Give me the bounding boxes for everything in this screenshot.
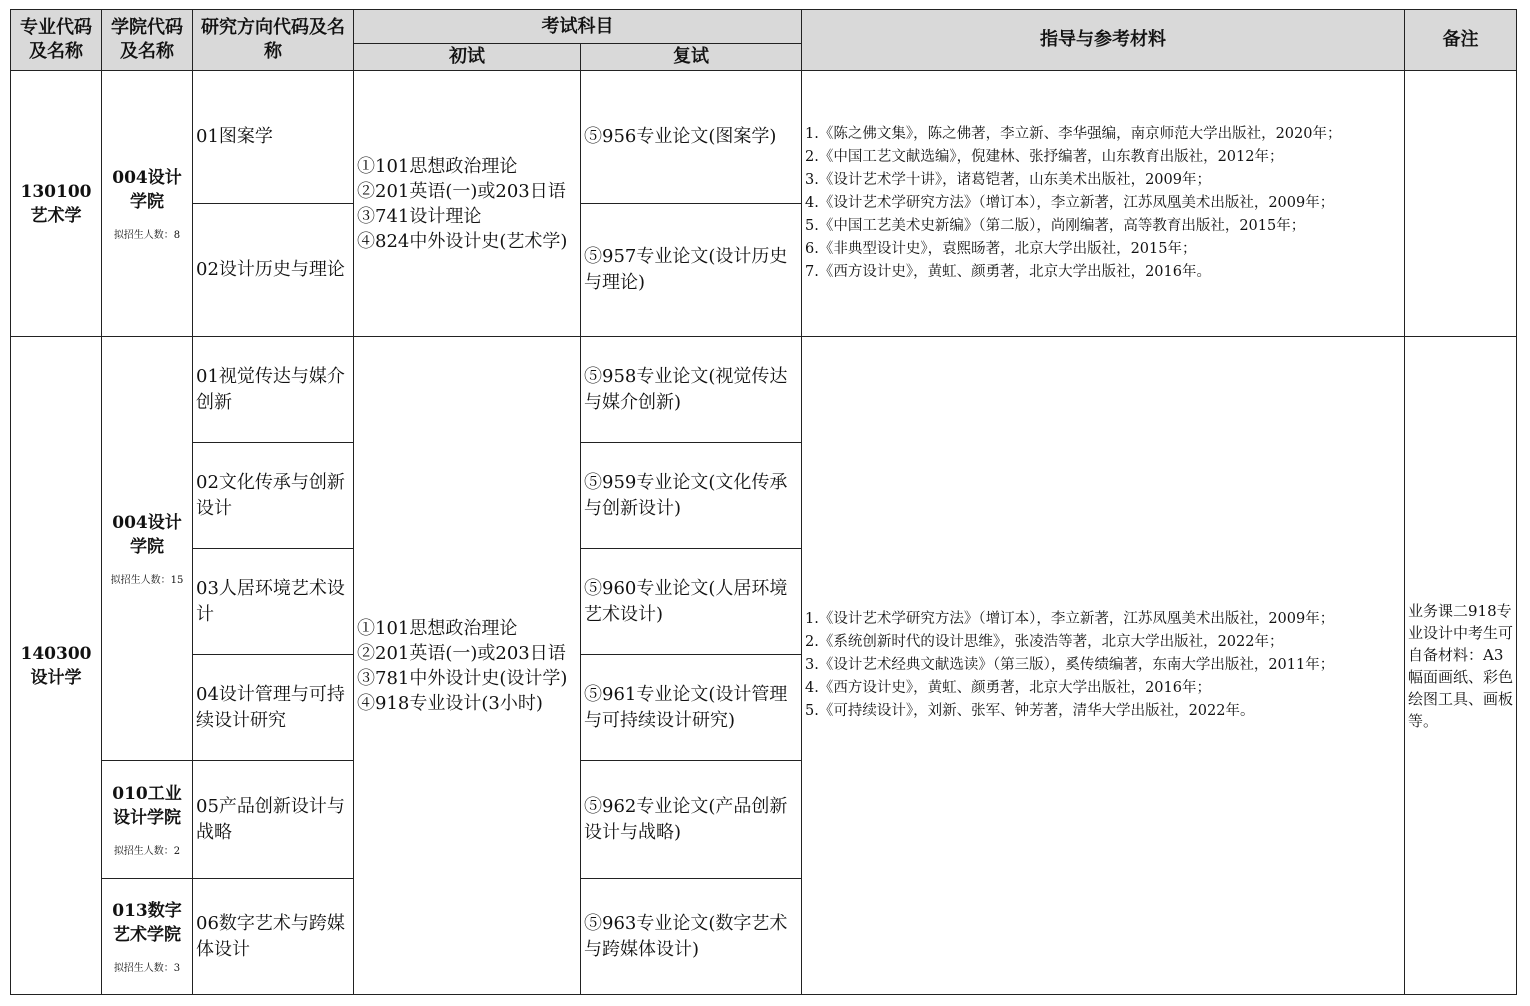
college-cell: 010工业 设计学院 拟招生人数：2 [102,761,193,879]
admissions-table [10,9,1517,995]
second-exam-cell: ⑤963专业论文(数字艺术与跨媒体设计) [581,879,802,995]
major-cell: 140300 设计学 [11,337,102,995]
header-direction: 研究方向代码及名称 [193,10,354,71]
second-exam-cell: ⑤960专业论文(人居环境艺术设计) [581,549,802,655]
header-exam: 考试科目 [354,10,802,44]
ref-item: 5.《中国工艺美术史新编》（第二版），尚刚编著，高等教育出版社，2015年； [805,218,1306,234]
direction-cell: 01视觉传达与媒介创新 [193,337,354,443]
ref-item: 3.《设计艺术学十讲》，诸葛铠著，山东美术出版社，2009年； [805,172,1211,188]
first-exam-cell: ①101思想政治理论 ②201英语(一)或203日语 ③781中外设计史(设计学) ④918专业设计(3小时) [354,337,581,995]
second-exam-cell: ⑤959专业论文(文化传承与创新设计) [581,443,802,549]
refs-cell [802,337,1405,995]
second-exam-cell: ⑤958专业论文(视觉传达与媒介创新) [581,337,802,443]
table-row [11,337,1517,443]
header-college: 学院代码及名称 [102,10,193,71]
table-row [11,71,1517,204]
college-cell: 004设计 学院 拟招生人数：8 [102,71,193,337]
ref-item: 2.《系统创新时代的设计思维》，张凌浩等著，北京大学出版社，2022年； [805,634,1284,650]
ref-item: 2.《中国工艺文献选编》，倪建林、张抒编著，山东教育出版社，2012年； [805,149,1284,165]
direction-cell: 01图案学 [193,71,354,204]
note-cell: 业务课二918专业设计中考生可自备材料：A3幅面画纸、彩色绘图工具、画板等。 [1405,337,1517,995]
ref-item: 4.《设计艺术学研究方法》（增订本），李立新著，江苏凤凰美术出版社，2009年； [805,195,1335,211]
second-exam-cell: ⑤956专业论文(图案学) [581,71,802,204]
ref-item: 6.《非典型设计史》，袁熙旸著，北京大学出版社，2015年； [805,241,1197,257]
ref-item: 1.《陈之佛文集》，陈之佛著，李立新、李华强编，南京师范大学出版社，2020年； [805,126,1342,142]
direction-cell: 04设计管理与可持续设计研究 [193,655,354,761]
direction-cell: 02设计历史与理论 [193,204,354,337]
ref-item: 5.《可持续设计》，刘新、张军、钟芳著，清华大学出版社，2022年。 [805,703,1255,719]
refs-cell [802,71,1405,337]
college-cell: 013数字 艺术学院 拟招生人数：3 [102,879,193,995]
college-cell: 004设计 学院 拟招生人数：15 [102,337,193,761]
direction-cell: 05产品创新设计与战略 [193,761,354,879]
direction-cell: 03人居环境艺术设计 [193,549,354,655]
direction-cell: 02文化传承与创新设计 [193,443,354,549]
header-second-exam: 复试 [581,44,802,71]
major-cell: 130100 艺术学 [11,71,102,337]
header-note: 备注 [1405,10,1517,71]
note-cell [1405,71,1517,337]
header-major: 专业代码及名称 [11,10,102,71]
second-exam-cell: ⑤961专业论文(设计管理与可持续设计研究) [581,655,802,761]
direction-cell: 06数字艺术与跨媒体设计 [193,879,354,995]
ref-item: 4.《西方设计史》，黄虹、颜勇著，北京大学出版社，2016年； [805,680,1211,696]
ref-item: 1.《设计艺术学研究方法》（增订本），李立新著，江苏凤凰美术出版社，2009年； [805,611,1335,627]
header-first-exam: 初试 [354,44,581,71]
second-exam-cell: ⑤962专业论文(产品创新设计与战略) [581,761,802,879]
second-exam-cell: ⑤957专业论文(设计历史与理论) [581,204,802,337]
ref-item: 7.《西方设计史》，黄虹、颜勇著，北京大学出版社，2016年。 [805,264,1211,280]
first-exam-cell: ①101思想政治理论 ②201英语(一)或203日语 ③741设计理论 ④824中外设计史(艺术学) [354,71,581,337]
ref-item: 3.《设计艺术经典文献选读》（第三版），奚传绩编著，东南大学出版社，2011年； [805,657,1335,673]
header-refs: 指导与参考材料 [802,10,1405,71]
